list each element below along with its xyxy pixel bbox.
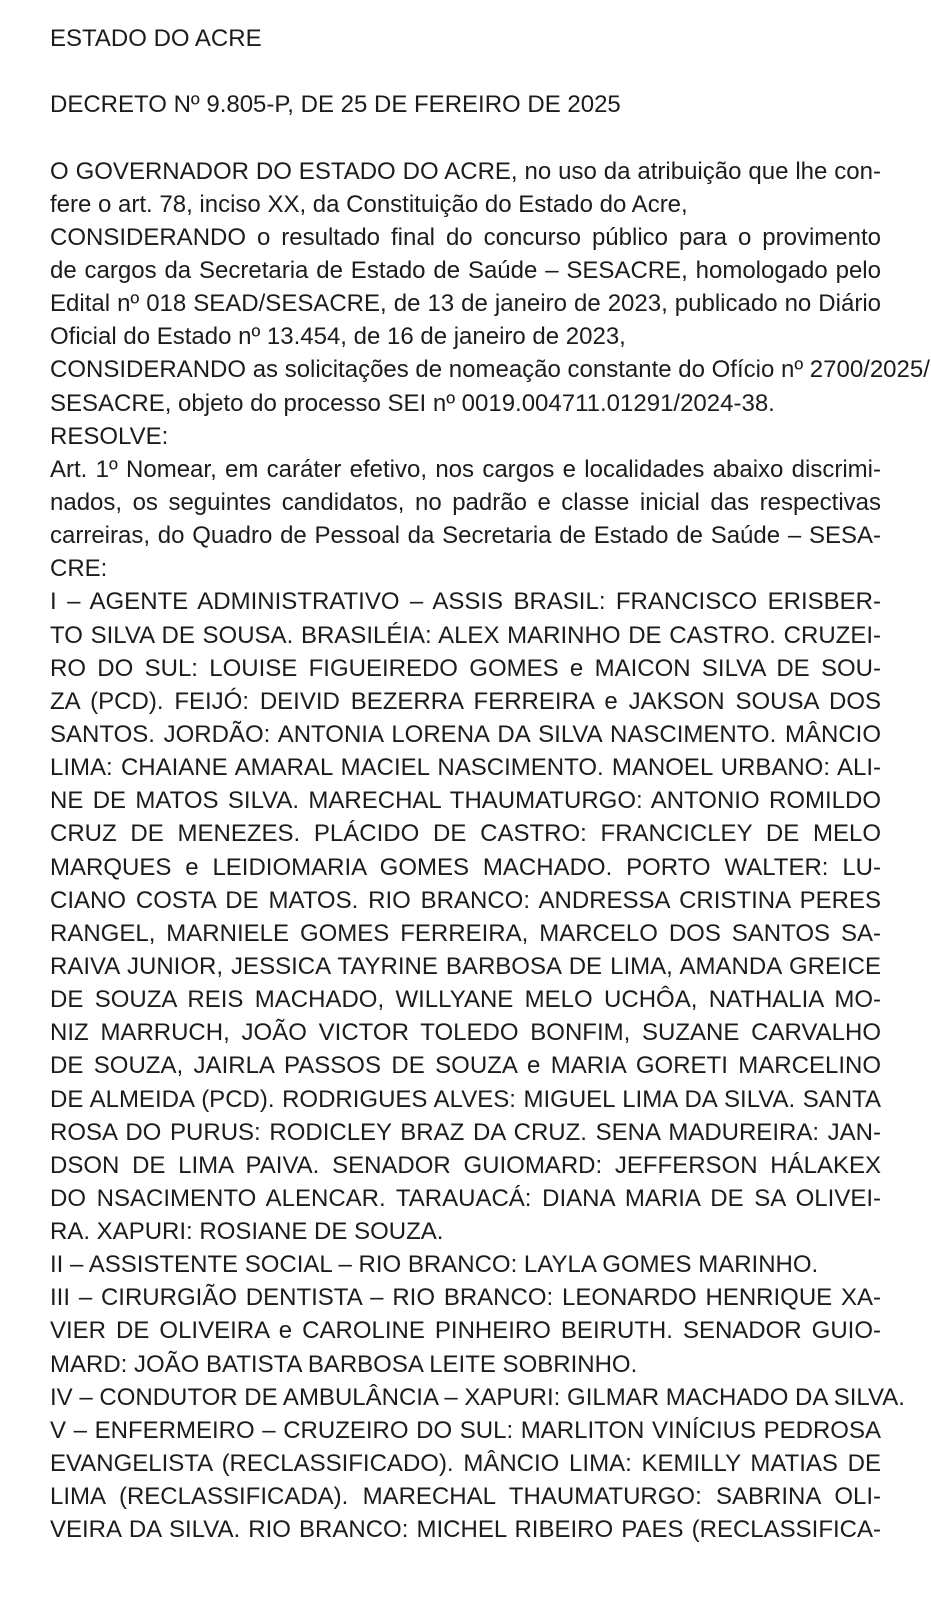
body-text-line: DO NSACIMENTO ALENCAR. TARAUACÁ: DIANA MARIA DE SA OLIVEI- [50,1184,881,1212]
body-text-line: Oficial do Estado nº 13.454, de 16 de janeiro de 2023, [50,323,626,351]
body-text-line: Art. 1º Nomear, em caráter efetivo, nos cargos e localidades abaixo discrimi- [50,455,881,483]
body-text-line: CONSIDERANDO o resultado final do concurso público para o provimento [50,223,881,251]
body-text-line: Edital nº 018 SEAD/SESACRE, de 13 de janeiro de 2023, publicado no Diário [50,290,881,318]
body-text-line: I – AGENTE ADMINISTRATIVO – ASSIS BRASIL: FRANCISCO ERISBER- [50,588,881,616]
body-text-line: SESACRE, objeto do processo SEI nº 0019.004711.01291/2024-38. [50,389,775,417]
body-text-line: carreiras, do Quadro de Pessoal da Secretaria de Estado de Saúde – SESA- [50,522,881,550]
body-text-line: III – CIRURGIÃO DENTISTA – RIO BRANCO: LEONARDO HENRIQUE XA- [50,1284,881,1312]
state-header: ESTADO DO ACRE [50,25,262,52]
body-text-line: ZA (PCD). FEIJÓ: DEIVID BEZERRA FERREIRA e JAKSON SOUSA DOS [50,687,881,715]
body-text-line: MARQUES e LEIDIOMARIA GOMES MACHADO. PORTO WALTER: LU- [50,853,881,881]
body-text-line: DSON DE LIMA PAIVA. SENADOR GUIOMARD: JEFFERSON HÁLAKEX [50,1151,881,1179]
body-text-line: CIANO COSTA DE MATOS. RIO BRANCO: ANDRESSA CRISTINA PERES [50,886,881,914]
body-text-line: RANGEL, MARNIELE GOMES FERREIRA, MARCELO DOS SANTOS SA- [50,919,881,947]
body-text-line: CRUZ DE MENEZES. PLÁCIDO DE CASTRO: FRANCICLEY DE MELO [50,820,881,848]
decree-body [50,155,930,1547]
body-text-line: LIMA (RECLASSIFICADA). MARECHAL THAUMATURGO: SABRINA OLI- [50,1483,881,1511]
body-text-line: RA. XAPURI: ROSIANE DE SOUZA. [50,1218,444,1246]
body-text-line: CRE: [50,555,108,583]
body-text-line: VIER DE OLIVEIRA e CAROLINE PINHEIRO BEIRUTH. SENADOR GUIO- [50,1317,881,1345]
body-text-line: EVANGELISTA (RECLASSIFICADO). MÂNCIO LIMA: KEMILLY MATIAS DE [50,1450,881,1478]
body-text-line: RESOLVE: [50,422,169,450]
body-text-line: TO SILVA DE SOUSA. BRASILÉIA: ALEX MARINHO DE CASTRO. CRUZEI- [50,621,881,649]
body-text-line: LIMA: CHAIANE AMARAL MACIEL NASCIMENTO. MANOEL URBANO: ALI- [50,754,881,782]
body-text-line: ROSA DO PURUS: RODICLEY BRAZ DA CRUZ. SENA MADUREIRA: JAN- [50,1118,881,1146]
body-text-line: DE SOUZA, JAIRLA PASSOS DE SOUZA e MARIA GORETI MARCELINO [50,1052,881,1080]
body-text-line: NIZ MARRUCH, JOÃO VICTOR TOLEDO BONFIM, SUZANE CARVALHO [50,1019,881,1047]
body-text-line: SANTOS. JORDÃO: ANTONIA LORENA DA SILVA NASCIMENTO. MÂNCIO [50,720,881,748]
body-text-line: RAIVA JUNIOR, JESSICA TAYRINE BARBOSA DE LIMA, AMANDA GREICE [50,952,881,980]
body-text-line: VEIRA DA SILVA. RIO BRANCO: MICHEL RIBEIRO PAES (RECLASSIFICA- [50,1516,881,1544]
body-text-line: IV – CONDUTOR DE AMBULÂNCIA – XAPURI: GILMAR MACHADO DA SILVA. [50,1383,905,1411]
body-text-line: V – ENFERMEIRO – CRUZEIRO DO SUL: MARLITON VINÍCIUS PEDROSA [50,1416,881,1444]
body-text-line: NE DE MATOS SILVA. MARECHAL THAUMATURGO: ANTONIO ROMILDO [50,787,881,815]
body-text-line: RO DO SUL: LOUISE FIGUEIREDO GOMES e MAICON SILVA DE SOU- [50,654,881,682]
body-text-line: MARD: JOÃO BATISTA BARBOSA LEITE SOBRINHO. [50,1350,638,1378]
body-text-line: fere o art. 78, inciso XX, da Constituição do Estado do Acre, [50,190,688,218]
decree-title: DECRETO Nº 9.805-P, DE 25 DE FEREIRO DE 2025 [50,91,621,119]
body-text-line: nados, os seguintes candidatos, no padrão e classe inicial das respectivas [50,488,881,516]
body-text-line: DE SOUZA REIS MACHADO, WILLYANE MELO UCHÔA, NATHALIA MO- [50,986,881,1014]
body-text-line: II – ASSISTENTE SOCIAL – RIO BRANCO: LAYLA GOMES MARINHO. [50,1251,819,1279]
body-text-line: O GOVERNADOR DO ESTADO DO ACRE, no uso da atribuição que lhe con- [50,157,881,185]
body-text-line: de cargos da Secretaria de Estado de Saúde – SESACRE, homologado pelo [50,256,881,284]
body-text-line: DE ALMEIDA (PCD). RODRIGUES ALVES: MIGUEL LIMA DA SILVA. SANTA [50,1085,881,1113]
body-text-line: CONSIDERANDO as solicitações de nomeação constante do Ofício nº 2700/2025/ [50,356,930,384]
spacer [50,121,881,154]
spacer [50,55,881,88]
